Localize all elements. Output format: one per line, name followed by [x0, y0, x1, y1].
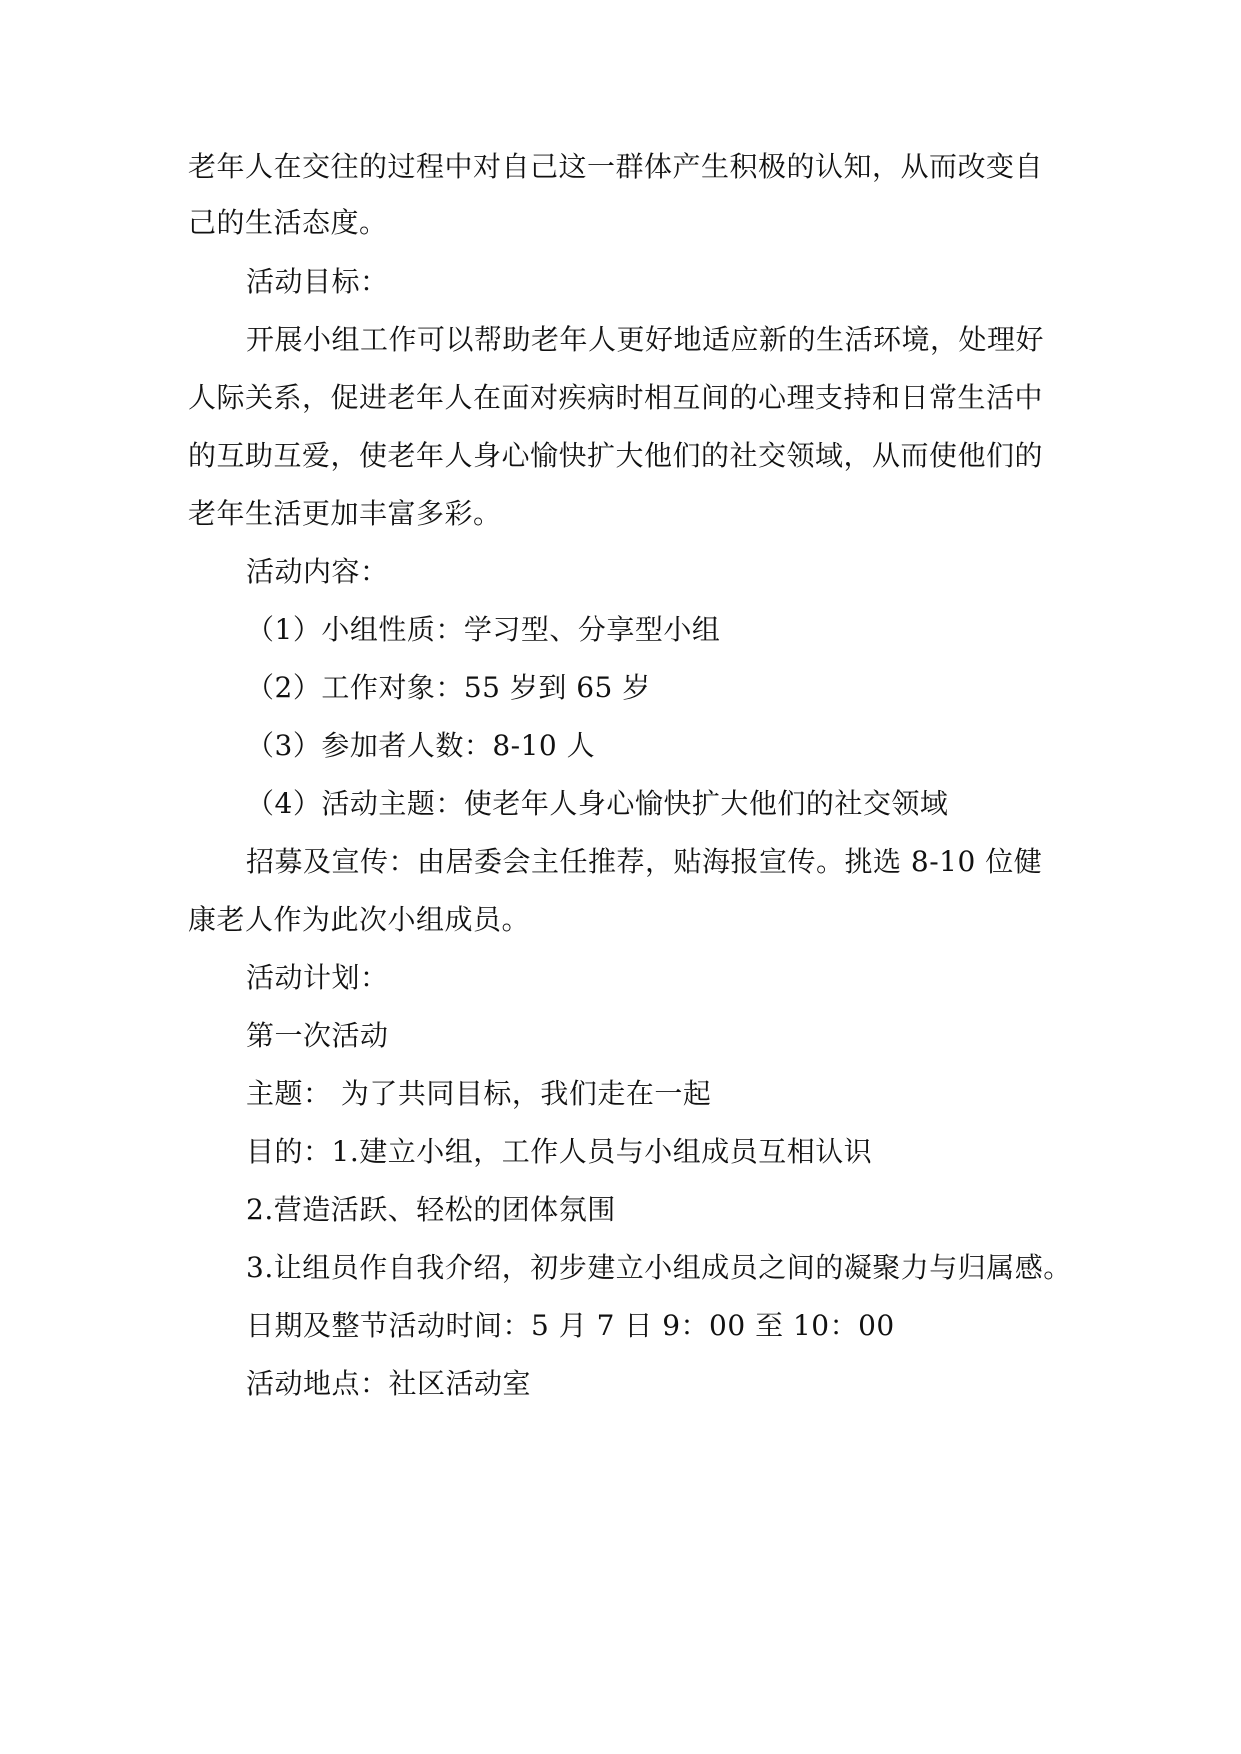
list-item: （2）工作对象：55 岁到 65 岁	[246, 671, 651, 704]
paragraph-line: 老年人在交往的过程中对自己这一群体产生积极的认知，从而改变自	[188, 150, 1044, 183]
paragraph-line: 人际关系，促进老年人在面对疾病时相互间的心理支持和日常生活中	[188, 381, 1044, 414]
activity-date-time: 日期及整节活动时间：5 月 7 日 9：00 至 10：00	[246, 1309, 895, 1342]
paragraph-line: 招募及宣传：由居委会主任推荐，贴海报宣传。挑选 8-10 位健	[246, 845, 1043, 878]
list-item: （3）参加者人数：8-10 人	[246, 729, 596, 762]
section-heading-content: 活动内容：	[246, 555, 389, 588]
activity-title: 第一次活动	[246, 1019, 389, 1052]
activity-purpose-item: 3.让组员作自我介绍，初步建立小组成员之间的凝聚力与归属感。	[246, 1251, 1072, 1284]
list-item: （1）小组性质：学习型、分享型小组	[246, 613, 721, 646]
activity-theme: 主题： 为了共同目标，我们走在一起	[246, 1077, 712, 1110]
section-heading-goals: 活动目标：	[246, 265, 389, 298]
activity-purpose-item: 2.营造活跃、轻松的团体氛围	[246, 1193, 616, 1226]
activity-location: 活动地点：社区活动室	[246, 1367, 532, 1400]
list-item: （4）活动主题：使老年人身心愉快扩大他们的社交领域	[246, 787, 949, 820]
paragraph-line: 己的生活态度。	[188, 206, 388, 239]
paragraph-line: 开展小组工作可以帮助老年人更好地适应新的生活环境，处理好	[246, 323, 1045, 356]
section-heading-plan: 活动计划：	[246, 961, 389, 994]
activity-purpose: 目的：1.建立小组，工作人员与小组成员互相认识	[246, 1135, 873, 1168]
paragraph-line: 的互助互爱，使老年人身心愉快扩大他们的社交领域，从而使他们的	[188, 439, 1044, 472]
paragraph-line: 康老人作为此次小组成员。	[188, 903, 531, 936]
paragraph-line: 老年生活更加丰富多彩。	[188, 497, 502, 530]
